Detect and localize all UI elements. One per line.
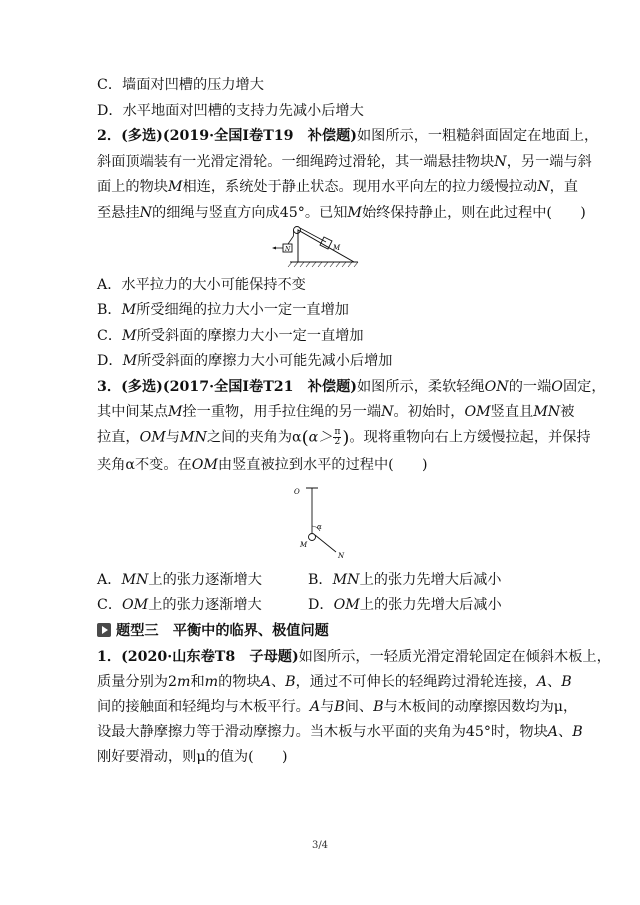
fig2-label-n: N xyxy=(338,552,345,560)
q3-option-d: D．OM上的张力先增大后减小 xyxy=(308,597,502,613)
p1-line-5: 刚好要滑动，则μ的值为( ) xyxy=(97,749,288,765)
section-heading: 题型三 平衡中的临界、极值问题 xyxy=(97,622,329,640)
p1-line-3: 间的接触面和轻绳均与木板平行。A与B间、B与木板间的动摩擦因数均为μ， xyxy=(97,699,578,715)
play-arrow-icon xyxy=(97,623,111,637)
q3-line-1: 3．(多选)(2017·全国Ⅰ卷T21 补偿题)如图所示，柔软轻绳ON的一端O固定， xyxy=(97,379,606,395)
q3-option-a: A．MN上的张力逐渐增大 xyxy=(97,572,262,588)
q3-option-b: B．MN上的张力先增大后减小 xyxy=(308,572,502,588)
fig2-label-alpha: α xyxy=(317,523,322,531)
q2-option-a: A．水平拉力的大小可能保持不变 xyxy=(97,277,306,293)
p1-line-4: 设最大静摩擦力等于滑动摩擦力。当木板与水平面的夹角为45°时，物块A、B xyxy=(97,724,583,740)
fig2-label-m: M xyxy=(300,541,308,549)
p1-line-2: 质量分别为2m和m的物块A、B，通过不可伸长的轻绳跨过滑轮连接，A、B xyxy=(97,674,572,690)
q3-line-3: 拉直，OM与MN之间的夹角为α(α＞ $\frac{\pi}{2}$ )。现将重物向右上方缓慢拉起，并保持 xyxy=(97,427,591,449)
q3-line-2: 其中间某点M拴一重物，用手拉住绳的另一端N。初始时，OM竖直且MN被 xyxy=(97,404,575,420)
q2-line-2: 斜面顶端装有一光滑定滑轮。一细绳跨过滑轮，其一端悬挂物块N，另一端与斜 xyxy=(97,154,592,170)
q2-option-c: C．M所受斜面的摩擦力大小一定一直增加 xyxy=(97,328,364,344)
q1-option-d: D．水平地面对凹槽的支持力先减小后增大 xyxy=(97,103,364,119)
q2-line-1: 2．(多选)(2019·全国Ⅰ卷T19 补偿题)如图所示，一粗糙斜面固定在地面上， xyxy=(97,128,599,144)
q1-option-c: C．墙面对凹槽的压力增大 xyxy=(97,77,264,93)
p1-line-1: 1．(2020·山东卷T8 子母题)如图所示，一轻质光滑定滑轮固定在倾斜木板上， xyxy=(97,649,611,665)
pi-over-2-fraction: $\frac{\pi}{2}$ xyxy=(334,427,341,447)
fig2-label-o: O xyxy=(294,488,300,496)
q3-option-c: C．OM上的张力逐渐增大 xyxy=(97,597,262,613)
fig1-label-n: N xyxy=(285,246,291,253)
q2-line-3: 面上的物块M相连，系统处于静止状态。现用水平向左的拉力缓慢拉动N，直 xyxy=(97,179,578,195)
page-number: 3/4 xyxy=(311,840,329,851)
fig1-label-m: M xyxy=(333,244,341,252)
q2-option-b: B．M所受细绳的拉力大小一定一直增加 xyxy=(97,302,349,318)
q2-option-d: D．M所受斜面的摩擦力大小可能先减小后增加 xyxy=(97,353,393,369)
q3-options-ab xyxy=(97,571,262,589)
rope-angle-figure xyxy=(292,480,352,560)
incline-pulley-figure xyxy=(270,222,370,270)
q3-line-4: 夹角α不变。在OM由竖直被拉到水平的过程中( ) xyxy=(97,457,428,473)
q2-line-4: 至悬挂N的细绳与竖直方向成45°。已知M始终保持静止，则在此过程中( ) xyxy=(97,205,586,221)
